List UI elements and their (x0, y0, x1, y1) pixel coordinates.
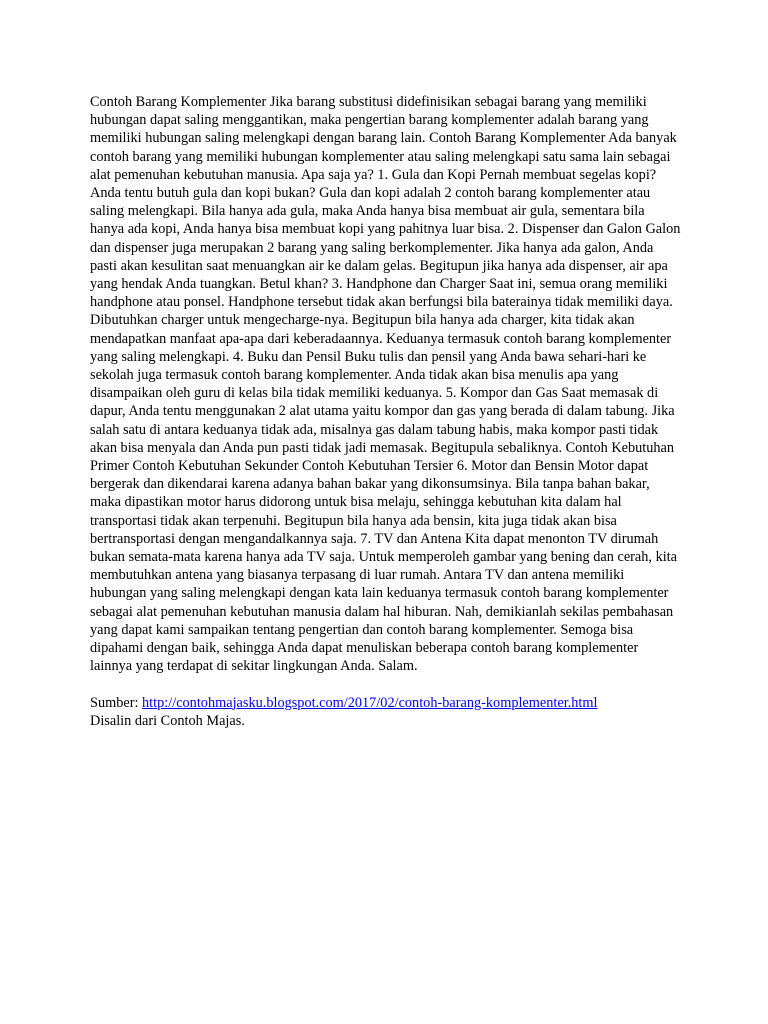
body-paragraph: Contoh Barang Komplementer Jika barang substitusi didefinisikan sebagai barang yang memiliki hubungan dapat saling menggantikan, maka pengertian barang komplementer adalah barang yang memiliki hubungan saling melengkapi dengan barang lain. Contoh Barang Komplementer Ada banyak contoh barang yang memiliki hubungan komplementer atau saling melengkapi satu sama lain sebagai alat pemenuhan kebutuhan manusia. Apa saja ya? 1. Gula dan Kopi Pernah membuat segelas kopi? Anda tentu butuh gula dan kopi bukan? Gula dan kopi adalah 2 contoh barang komplementer atau saling melengkapi. Bila hanya ada gula, maka Anda hanya bisa membuat air gula, sementara bila hanya ada kopi, Anda hanya bisa membuat kopi yang pahitnya luar bisa. 2. Dispenser dan Galon Galon dan dispenser juga merupakan 2 barang yang saling berkomplementer. Jika hanya ada galon, Anda pasti akan kesulitan saat menuangkan air ke dalam gelas. Begitupun jika hanya ada dispenser, air apa yang hendak Anda tuangkan. Betul khan? 3. Handphone dan Charger Saat ini, semua orang memiliki handphone atau ponsel. Handphone tersebut tidak akan berfungsi bila baterainya tidak memiliki daya. Dibutuhkan charger untuk mengecharge-nya. Begitupun bila hanya ada charger, kita tidak akan mendapatkan manfaat apa-apa dari keberadaannya. Keduanya termasuk contoh barang komplementer yang saling melengkapi. 4. Buku dan Pensil Buku tulis dan pensil yang Anda bawa sehari-hari ke sekolah juga termasuk contoh barang komplementer. Anda tidak akan bisa menulis apa yang disampaikan oleh guru di kelas bila tidak memiliki keduanya. 5. Kompor dan Gas Saat memasak di dapur, Anda tentu menggunakan 2 alat utama yaitu kompor dan gas yang berada di dalam tabung. Jika salah satu di antara keduanya tidak ada, misalnya gas dalam tabung habis, maka kompor pasti tidak akan bisa menyala dan Anda pun pasti tidak jadi memasak. Begitupula sebaliknya. Contoh Kebutuhan Primer Contoh Kebutuhan Sekunder Contoh Kebutuhan Tersier 6. Motor dan Bensin Motor dapat bergerak dan dikendarai karena adanya bahan bakar yang dikonsumsinya. Bila tanpa bahan bakar, maka dipastikan motor harus didorong untuk bisa melaju, sehingga kebutuhan kita dalam hal transportasi tidak akan terpenuhi. Begitupun bila hanya ada bensin, kita juga tidak akan bisa bertransportasi dengan mengandalkannya saja. 7. TV dan Antena Kita dapat menonton TV dirumah bukan semata-mata karena hanya ada TV saja. Untuk memperoleh gambar yang bening dan cerah, kita membutuhkan antena yang biasanya terpasang di luar rumah. Antara TV dan antena memiliki hubungan yang saling melengkapi dengan kata lain keduanya termasuk contoh barang komplementer sebagai alat pemenuhan kebutuhan manusia dalam hal hiburan. Nah, demikianlah sekilas pembahasan yang dapat kami sampaikan tentang pengertian dan contoh barang komplementer. Semoga bisa dipahami dengan baik, sehingga Anda dapat menuliskan beberapa contoh barang komplementer lainnya yang terdapat di sekitar lingkungan Anda. Salam. (90, 94, 681, 675)
source-link[interactable]: http://contohmajasku.blogspot.com/2017/02/contoh-barang-komplementer.html (142, 694, 598, 711)
document-page (90, 93, 682, 730)
source-label: Sumber: (90, 694, 143, 711)
copied-from-note: Disalin dari Contoh Majas. (90, 712, 245, 729)
source-block (90, 694, 682, 730)
